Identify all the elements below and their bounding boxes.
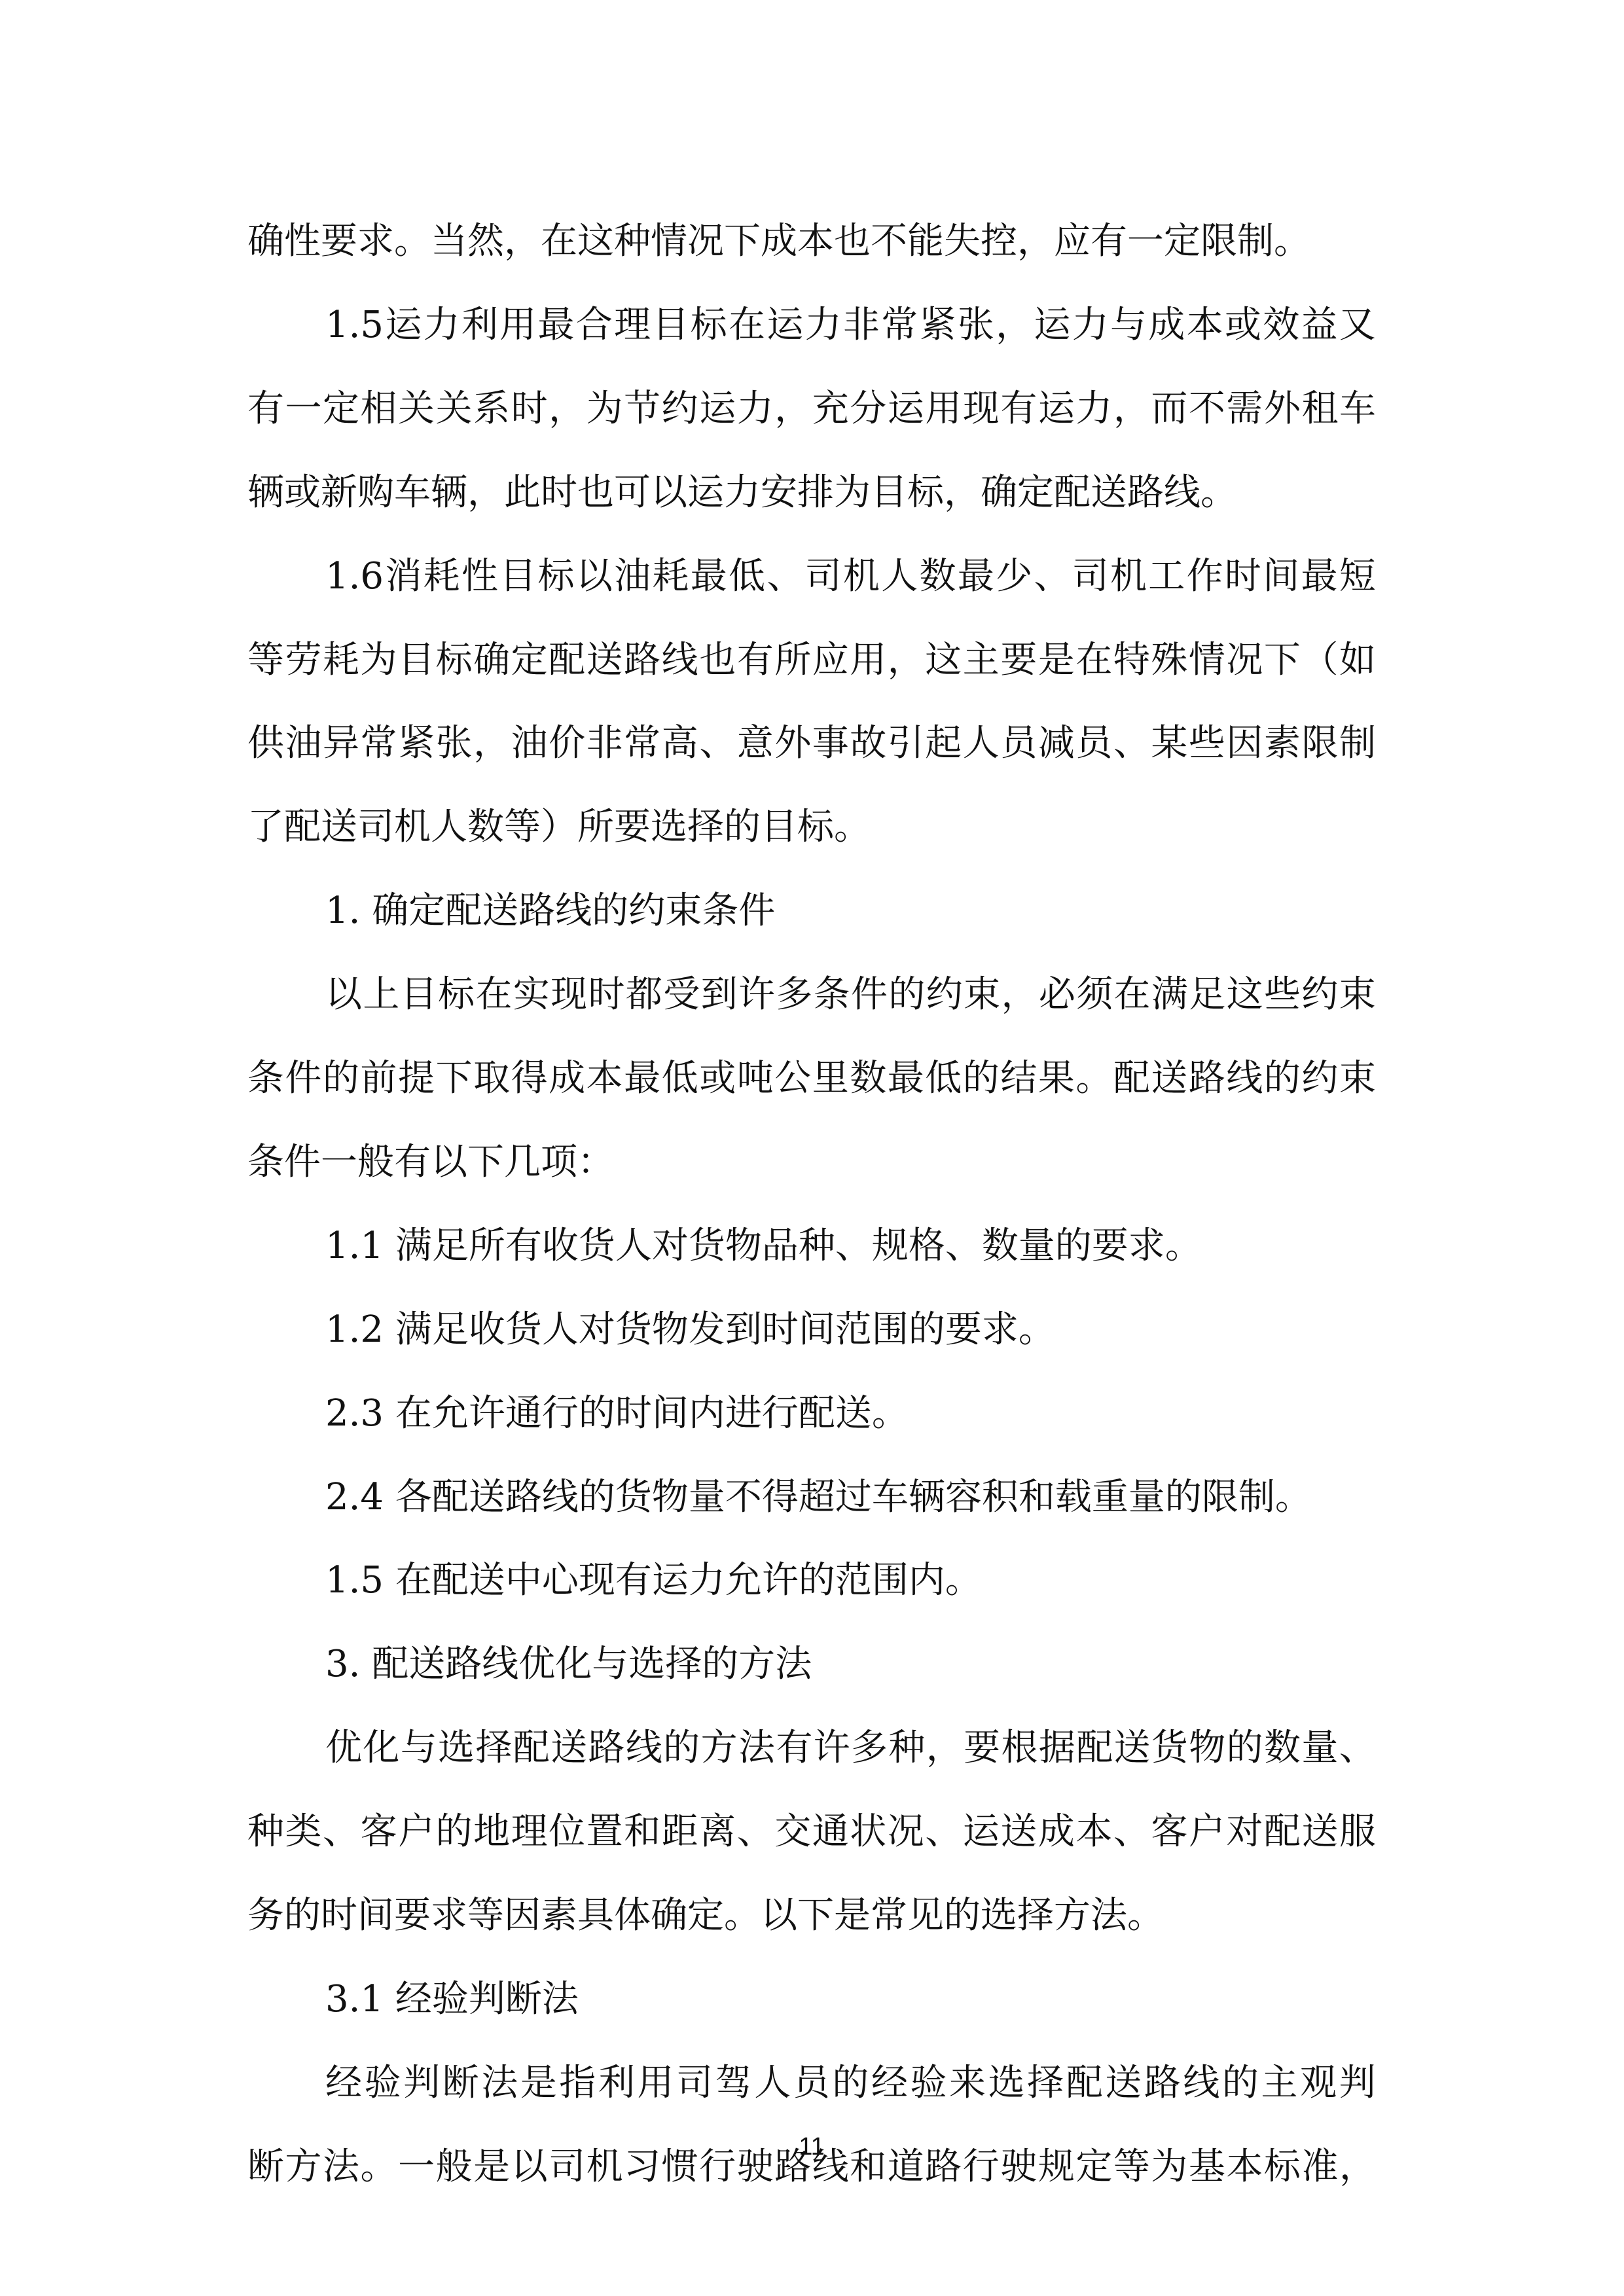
paragraph-line: 条 件 的 前 提 下 取 得 成 本 最 低 或 吨 公 里 数 最 低 的 结 果 。 配 送 路 线 的 约 束 <box>247 1057 1376 1100</box>
paragraph-first-line: 1.5 在配送中心现有运力允许的范围内。 <box>325 1559 982 1602</box>
paragraph-first-line: 2.4 各配送路线的货物量不得超过车辆容积和载重量的限制。 <box>325 1475 1312 1518</box>
paragraph-first-line: 以 上 目 标 在 实 现 时 都 受 到 许 多 条 件 的 约 束 ， 必 须 在 满 足 这 些 约 束 <box>325 973 1376 1016</box>
paragraph-first-line: 1.1 满足所有收货人对货物品种、规格、数量的要求。 <box>325 1224 1202 1267</box>
paragraph-line: 等 劳 耗 为 目 标 确 定 配 送 路 线 也 有 所 应 用 ， 这 主 要 是 在 特 殊 情 况 下 （ 如 <box>247 638 1376 681</box>
paragraph-line: 种 类 、 客 户 的 地 理 位 置 和 距 离 、 交 通 状 况 、 运 送 成 本 、 客 户 对 配 送 服 <box>247 1810 1376 1854</box>
paragraph-first-line: 1. 确定配送路线的约束条件 <box>325 889 776 933</box>
paragraph-first-line: 1.2 满足收货人对货物发到时间范围的要求。 <box>325 1308 1055 1351</box>
paragraph-first-line: 2.3 在允许通行的时间内进行配送。 <box>325 1391 909 1435</box>
paragraph-first-line: 1.6 消 耗 性 目 标 以 油 耗 最 低 、 司 机 人 数 最 少 、 司 机 工 作 时 间 最 短 <box>325 554 1376 598</box>
paragraph-first-line: 3. 配送路线优化与选择的方法 <box>325 1643 812 1686</box>
paragraph-line: 了配送司机人数等）所要选择的目标。 <box>247 806 871 849</box>
paragraph-line: 务的时间要求等因素具体确定。以下是常见的选择方法。 <box>247 1894 1164 1937</box>
paragraph-line: 有 一 定 相 关 关 系 时 ， 为 节 约 运 力 ， 充 分 运 用 现 有 运 力 ， 而 不 需 外 租 车 <box>247 387 1376 430</box>
paragraph-line: 断 方 法 。 一 般 是 以 司 机 习 惯 行 驶 路 线 和 道 路 行 驶 规 定 等 为 基 本 标 准 ， <box>247 2145 1376 2188</box>
paragraph-first-line: 3.1 经验判断法 <box>325 1977 579 2020</box>
paragraph-first-line: 1.5 运 力 利 用 最 合 理 目 标 在 运 力 非 常 紧 张 ， 运 力 与 成 本 或 效 益 又 <box>325 303 1376 346</box>
page-number: 11 <box>799 2133 825 2161</box>
paragraph-line: 条件一般有以下几项： <box>247 1140 614 1183</box>
paragraph-first-line: 优 化 与 选 择 配 送 路 线 的 方 法 有 许 多 种 ， 要 根 据 配 送 货 物 的 数 量 、 <box>325 1727 1376 1770</box>
paragraph-line: 辆或新购车辆，此时也可以运力安排为目标，确定配送路线。 <box>247 471 1237 514</box>
paragraph-line: 确性要求。当然，在这种情况下成本也不能失控，应有一定限制。 <box>247 220 1310 262</box>
paragraph-first-line: 经 验 判 断 法 是 指 利 用 司 驾 人 员 的 经 验 来 选 择 配 送 路 线 的 主 观 判 <box>325 2061 1376 2104</box>
paragraph-line: 供 油 异 常 紧 张 ， 油 价 非 常 高 、 意 外 事 故 引 起 人 员 减 员 、 某 些 因 素 限 制 <box>247 722 1376 765</box>
